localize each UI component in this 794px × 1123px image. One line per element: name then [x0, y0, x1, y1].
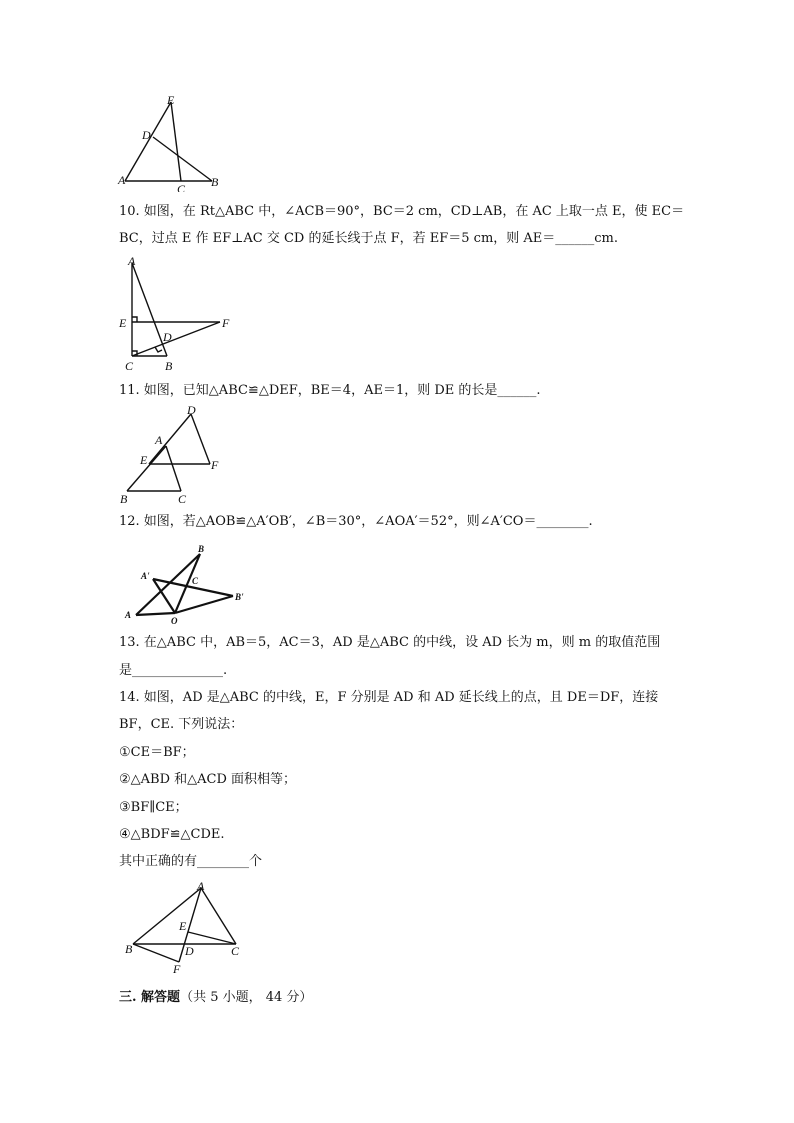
q14-figure [115, 878, 250, 976]
q14-label-c: C [231, 944, 240, 958]
segment-ab [132, 263, 167, 356]
segment-db [153, 137, 212, 181]
segment-bf [133, 944, 179, 962]
q10-label-a: A [128, 254, 136, 268]
q14-label-e: E [179, 919, 187, 933]
q14-text-line2: BF，CE. 下列说法： [119, 717, 244, 732]
q14-label-d: D [185, 944, 194, 958]
q11-label-c: C [178, 492, 187, 506]
section-3-note: （共 5 小题， 44 分） [180, 990, 313, 1005]
q11-figure [115, 402, 230, 507]
q9-label-b: B [211, 175, 219, 189]
segment-df [191, 414, 210, 464]
q12-text-line1: 12. 如图，若△AOB≌△A′OB′，∠B＝30°，∠AOA′＝52°，则∠A′CO＝________. [119, 514, 593, 529]
section-3-heading [119, 989, 679, 1007]
q11-label-d: D [187, 403, 196, 417]
segment-o-b-prime [175, 596, 233, 613]
segment-ac [166, 446, 181, 491]
section-3-title: 三. 解答题 [119, 990, 181, 1005]
q10-label-c: C [125, 359, 134, 373]
q11-label-f: F [211, 458, 219, 472]
q12-label-a: A [125, 610, 132, 620]
q14-statement-2: ②△ABD 和△ACD 面积相等； [119, 772, 297, 787]
q11-label-e: E [140, 453, 148, 467]
q12-label-o: O [171, 616, 178, 626]
right-angle-d [155, 347, 162, 352]
segment-cf [132, 322, 220, 356]
q14-label-b: B [125, 942, 133, 956]
segment-ab [133, 888, 201, 944]
right-angle-e [132, 317, 137, 322]
q14-text-line1: 14. 如图，AD 是△ABC 的中线，E，F 分别是 AD 和 AD 延长线上的点，且 DE＝DF，连接 [119, 690, 659, 705]
q13-text-line1: 13. 在△ABC 中，AB＝5，AC＝3，AD 是△ABC 的中线，设 AD 长为 m，则 m 的取值范围 [119, 635, 661, 650]
q9-label-a: A [118, 173, 126, 187]
q10-figure [115, 253, 240, 373]
q11-text-line1: 11. 如图，已知△ABC≌△DEF，BE＝4，AE＝1，则 DE 的长是______. [119, 383, 541, 398]
q12-label-a-prime: A' [141, 571, 150, 581]
q14-answer-prompt: 其中正确的有________个 [119, 854, 263, 869]
q12-label-b-prime: B' [235, 592, 244, 602]
q9-label-d: D [142, 128, 151, 142]
q14-statement-3: ③BF∥CE； [119, 800, 188, 815]
q14-statement-1: ①CE＝BF； [119, 745, 195, 760]
segment-ab [136, 554, 200, 615]
q12-label-b: B [198, 544, 205, 554]
q9-figure [115, 92, 225, 192]
q11-label-a: A [155, 433, 163, 447]
segment-ac [201, 888, 236, 944]
q10-label-b: B [165, 359, 173, 373]
q10-label-d: D [163, 330, 172, 344]
q14-label-f: F [173, 962, 181, 976]
q12-label-c: C [192, 576, 199, 586]
q10-text-line2: BC，过点 E 作 EF⊥AC 交 CD 的延长线于点 F，若 EF＝5 cm，则 AE＝______cm. [119, 231, 619, 246]
q9-label-e: E [167, 93, 175, 107]
q14-statement-4: ④△BDF≌△CDE. [119, 827, 225, 842]
q11-label-b: B [120, 492, 128, 506]
q10-text-line1: 10. 如图，在 Rt△ABC 中，∠ACB＝90°，BC＝2 cm，CD⊥AB，在 AC 上取一点 E，使 EC＝ [119, 204, 685, 219]
q13-text-line2: 是______________. [119, 663, 228, 678]
q14-label-a: A [197, 879, 205, 893]
segment-ec [171, 102, 181, 181]
q9-label-c: C [177, 182, 186, 192]
q10-label-e: E [119, 316, 127, 330]
q10-label-f: F [222, 316, 230, 330]
q12-figure [115, 538, 260, 626]
segment-ao [136, 613, 175, 615]
